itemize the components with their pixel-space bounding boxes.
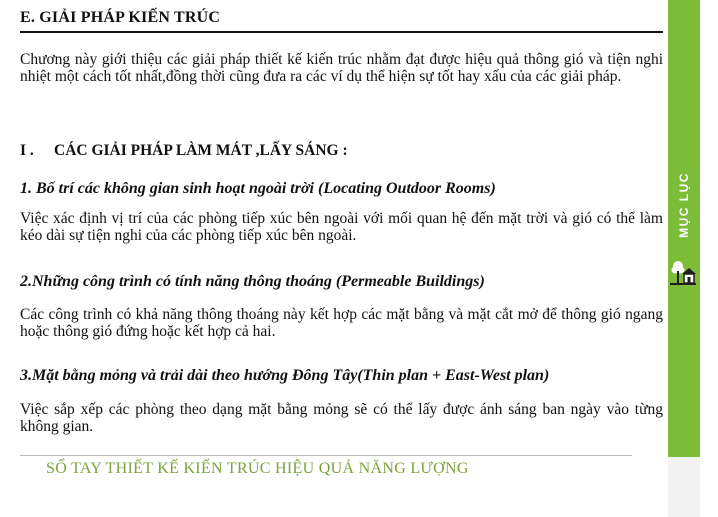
side-tab-gap [668,457,700,517]
intro-paragraph: Chương này giới thiệu các giải pháp thiết kế kiến trúc nhằm đạt được hiệu quả thông gió và tiện nghi nhiệt một cách tốt nhất,đồng thời cũng đưa ra các ví dụ thể hiện sự tốt hay xấu của các giải pháp. [20,51,663,85]
footer-title: SỔ TAY THIẾT KẾ KIẾN TRÚC HIỆU QUẢ NĂNG LƯỢNG [46,460,469,477]
subsection-heading-1: 1. Bố trí các không gian sinh hoạt ngoài trời (Locating Outdoor Rooms) [20,180,496,197]
main-heading-number: I . [20,142,34,159]
subsection-heading-3: 3.Mặt bằng mỏng và trải dài theo hướng Đông Tây(Thin plan + East-West plan) [20,367,550,384]
subsection-heading-2: 2.Những công trình có tính năng thông thoáng (Permeable Buildings) [20,273,485,290]
tree-house-icon[interactable] [670,259,696,285]
subsection-body-1: Việc xác định vị trí của các phòng tiếp xúc bên ngoài với mối quan hệ đến mặt trời và gió có thể làm kéo dài sự tiện nghi của các phòng tiếp xúc bên ngoài. [20,210,663,244]
title-underline [20,31,663,33]
table-of-contents-label[interactable]: MỤC LỤC [677,172,691,238]
section-title: E. GIẢI PHÁP KIẾN TRÚC [20,9,221,26]
subsection-body-2: Các công trình có khả năng thông thoáng này kết hợp các mặt bằng và mặt cắt mở để thông gió ngang hoặc thông gió đứng hoặc kết hợp cả hai. [20,306,663,340]
subsection-body-3: Việc sắp xếp các phòng theo dạng mặt bằng mỏng sẽ có thể lấy được ánh sáng ban ngày vào từng không gian. [20,401,663,435]
footer-divider [20,455,632,456]
main-heading-title: CÁC GIẢI PHÁP LÀM MÁT ,LẤY SÁNG : [54,142,348,159]
main-heading [20,142,348,160]
